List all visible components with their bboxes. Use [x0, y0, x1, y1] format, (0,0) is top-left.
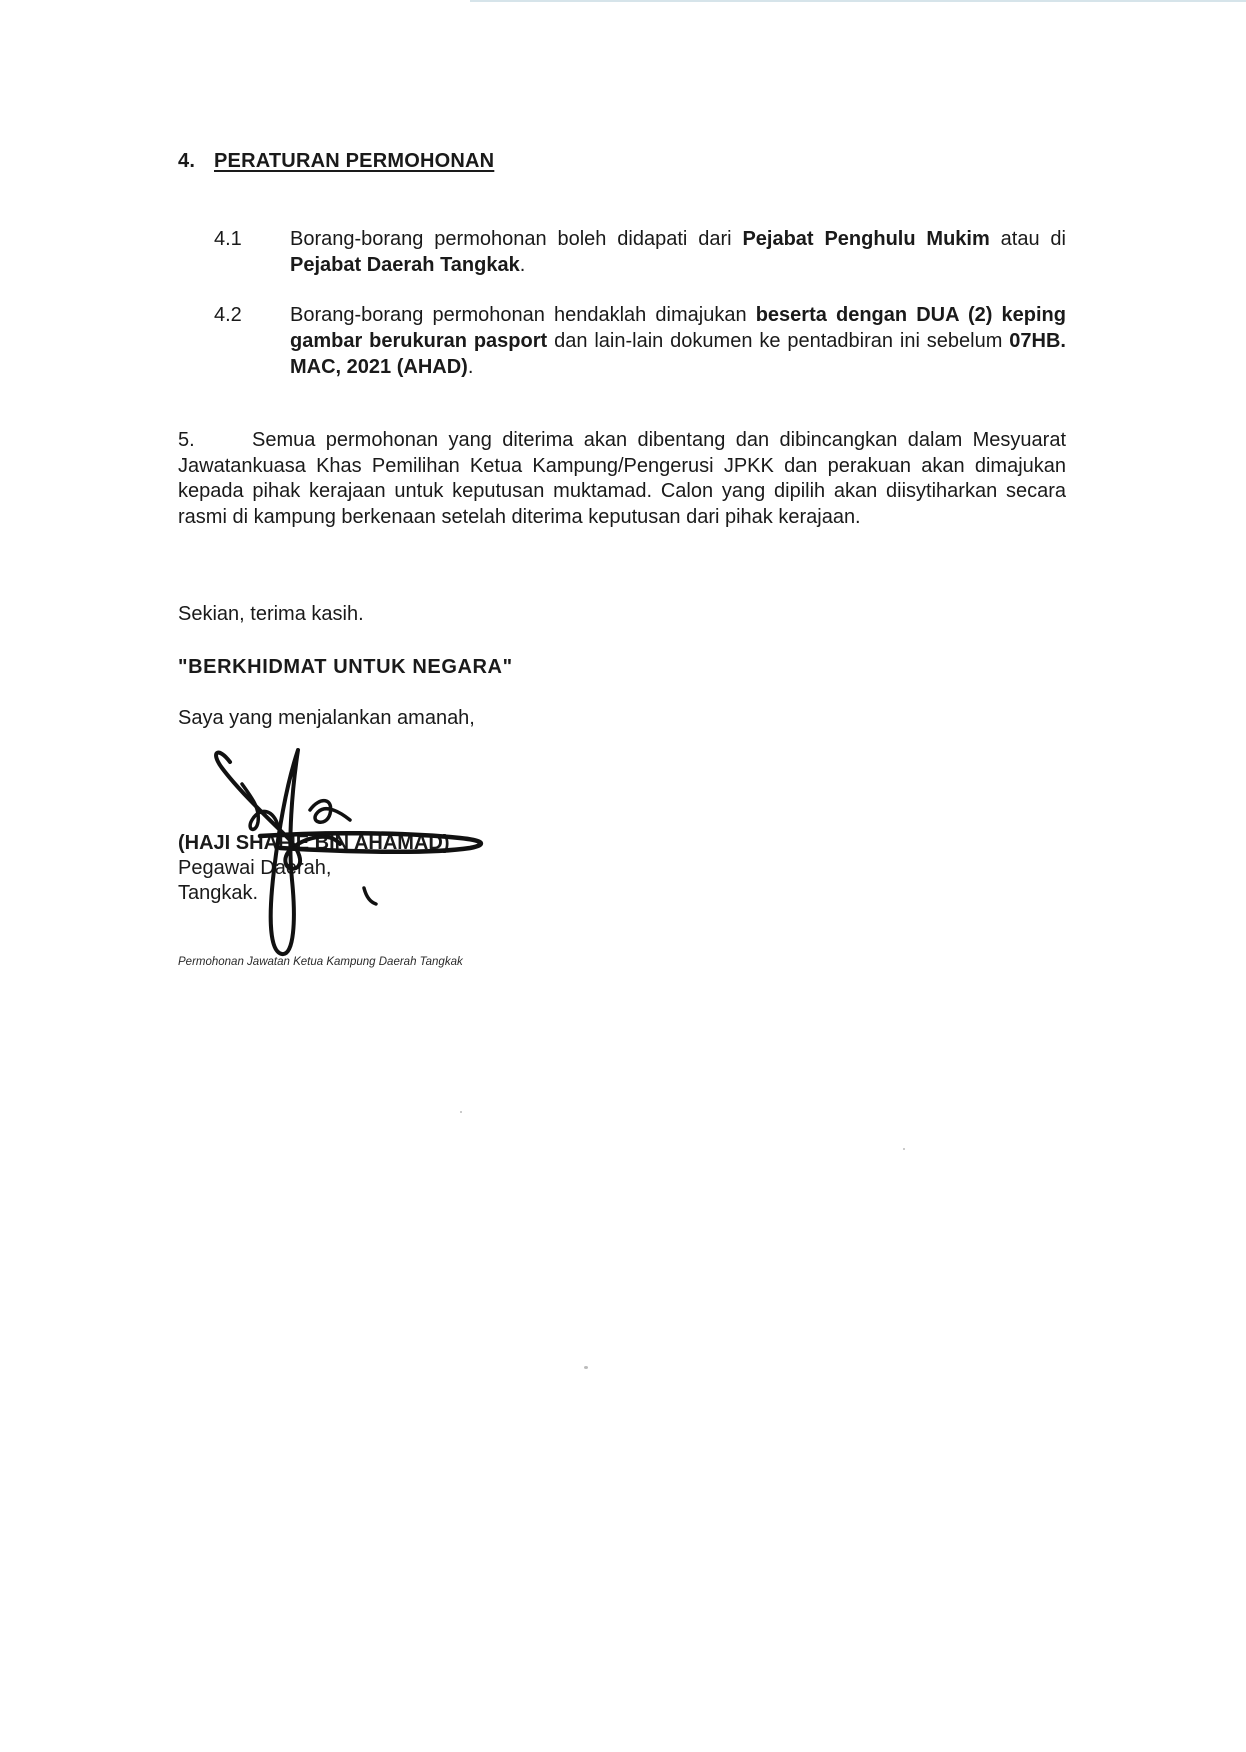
clause-4-1-text [290, 226, 1066, 278]
handwritten-signature-icon [200, 740, 530, 970]
motto: "BERKHIDMAT UNTUK NEGARA" [178, 656, 513, 678]
closing-line: Sekian, terima kasih. [178, 603, 364, 625]
clause-4-1-bold-office: Pejabat Penghulu Mukim [742, 228, 990, 250]
clause-4-2-number: 4.2 [214, 304, 242, 326]
clause-4-2-bold-deadline: 07HB. MAC, 2021 (AHAD) [290, 330, 1066, 378]
scan-edge-line [470, 0, 1246, 2]
signatory-place: Tangkak. [178, 882, 259, 904]
clause-4-2-text [290, 302, 1066, 380]
clause-4-1-number: 4.1 [214, 228, 242, 250]
signatory-role: Pegawai Daerah, [178, 857, 332, 879]
clause-4-2-text-part: . [467, 356, 474, 378]
section-4-title: PERATURAN PERMOHONAN [214, 150, 495, 172]
clause-4-2-bold-photos: beserta dengan DUA (2) keping gambar berukuran pasport [290, 304, 1066, 352]
scan-speck [584, 1366, 588, 1369]
scan-speck [903, 1148, 905, 1150]
section-4-number: 4. [178, 150, 196, 172]
clause-4-2-text-part: dan lain-lain dokumen ke pentadbiran ini sebelum [547, 330, 1010, 352]
clause-4-1-text-part: atau di [989, 228, 1066, 250]
scan-speck [460, 1111, 462, 1113]
section-4-heading [178, 150, 494, 173]
section-5-text: Semua permohonan yang diterima akan dibentang dan dibincangkan dalam Mesyuarat Jawatankuasa Khas Pemilihan Ketua Kampung/Pengerusi JPKK dan perakuan akan dimajukan kepada pihak kerajaan untuk keputusan muktamad. Calon yang dipilih akan diisytiharkan secara rasmi di kampung berkenaan setelah diterima keputusan dari pihak kerajaan. [178, 429, 1066, 528]
clause-4-1-text-part: Borang-borang permohonan boleh didapati dari [290, 228, 743, 250]
footer-note: Permohonan Jawatan Ketua Kampung Daerah Tangkak [178, 956, 463, 968]
section-5-paragraph [178, 428, 1066, 530]
signatory-name: (HAJI SHAFIE BIN AHAMAD) [178, 832, 450, 854]
amanah-line: Saya yang menjalankan amanah, [178, 707, 475, 729]
section-5-number: 5. [178, 429, 195, 451]
clause-4-1-bold-district: Pejabat Daerah Tangkak [290, 254, 520, 276]
clause-4-1-text-part: . [519, 254, 526, 276]
clause-4-2-text-part: Borang-borang permohonan hendaklah dimajukan [290, 304, 756, 326]
